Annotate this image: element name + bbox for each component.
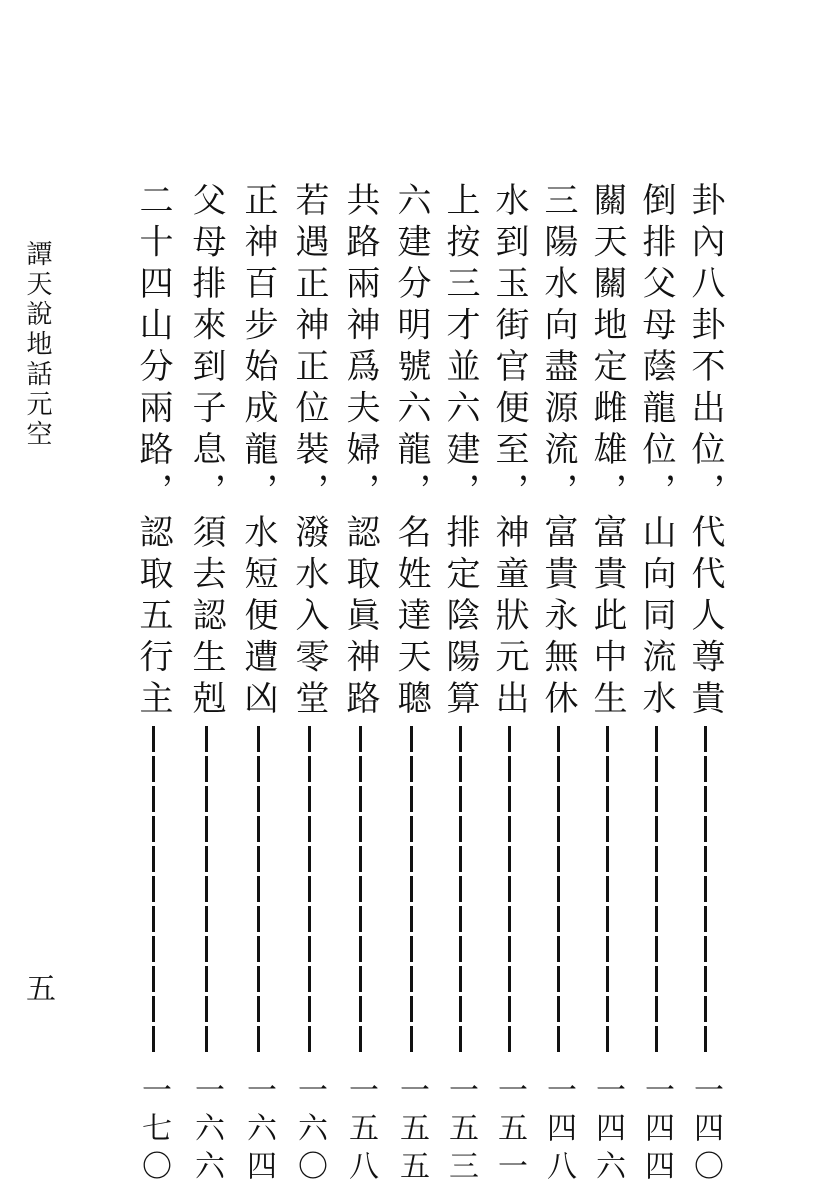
leader-line	[308, 726, 311, 1056]
page-number: 五	[26, 972, 56, 1007]
verse-column	[582, 182, 632, 1188]
verse-reference: 一四八	[541, 1073, 576, 1188]
verse-reference: 一六四	[241, 1073, 276, 1188]
leader-line	[205, 726, 208, 1056]
verse-text: 水到玉街官便至，神童狀元出	[489, 182, 529, 722]
verse-column	[435, 182, 485, 1188]
leader-line	[704, 726, 707, 1056]
verse-text: 卦內八卦不出位，代代人尊貴	[685, 182, 725, 722]
verse-column	[680, 182, 730, 1188]
leader-line	[557, 726, 560, 1056]
verse-column	[181, 182, 231, 1188]
verse-text: 關天關地定雌雄，富貴此中生	[587, 182, 627, 722]
verse-text: 正神百步始成龍，水短便遭凶	[238, 182, 278, 722]
verse-column	[533, 182, 583, 1188]
verse-text: 上按三才並六建，排定陰陽算	[440, 182, 480, 722]
leader-line	[257, 726, 260, 1056]
verse-reference: 一五一	[492, 1073, 527, 1188]
verse-text: 共路兩神爲夫婦，認取眞神路	[340, 182, 380, 722]
verse-reference: 一五五	[394, 1073, 429, 1188]
verse-reference: 一五三	[443, 1073, 478, 1188]
verse-reference: 一六〇	[292, 1073, 327, 1188]
verse-column	[233, 182, 283, 1188]
leader-line	[152, 726, 155, 1056]
verse-text: 三陽水向盡源流，富貴永無休	[538, 182, 578, 722]
running-title: 譚天說地話元空	[22, 240, 52, 450]
verse-column	[631, 182, 681, 1188]
leader-line	[508, 726, 511, 1056]
verse-reference: 一七〇	[136, 1073, 171, 1188]
verse-column	[128, 182, 178, 1188]
leader-line	[459, 726, 462, 1056]
leader-line	[359, 726, 362, 1056]
verse-text: 父母排來到子息，須去認生剋	[186, 182, 226, 722]
verse-text: 六建分明號六龍，名姓達天聰	[391, 182, 431, 722]
verse-reference: 一五八	[343, 1073, 378, 1188]
verse-reference: 一四六	[590, 1073, 625, 1188]
verse-column	[484, 182, 534, 1188]
verse-column	[386, 182, 436, 1188]
verse-reference: 一四〇	[688, 1073, 723, 1188]
leader-line	[410, 726, 413, 1056]
leader-line	[655, 726, 658, 1056]
verse-text: 倒排父母蔭龍位，山向同流水	[636, 182, 676, 722]
verse-text: 若遇正神正位裝，潑水入零堂	[289, 182, 329, 722]
verse-reference: 一四四	[639, 1073, 674, 1188]
verse-column	[335, 182, 385, 1188]
verse-column	[284, 182, 334, 1188]
verse-reference: 一六六	[189, 1073, 224, 1188]
leader-line	[606, 726, 609, 1056]
verse-text: 二十四山分兩路，認取五行主	[133, 182, 173, 722]
